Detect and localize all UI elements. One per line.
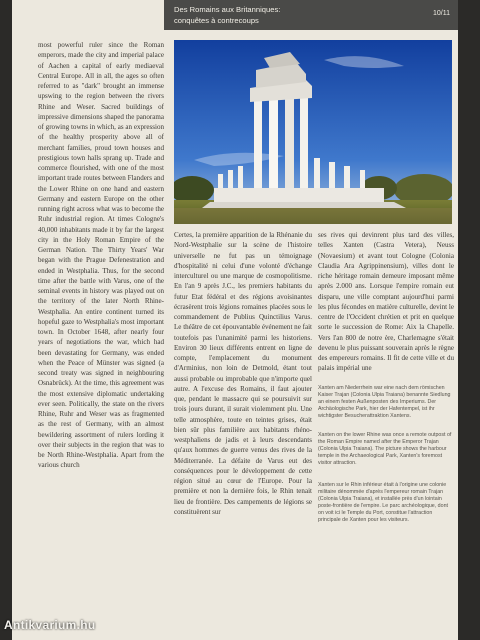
french-body-text-1: Certes, la première apparition de la Rhénanie du Nord-Westphalie sur la scène de l'histoire universelle ne fut pas un témoignage d'hospitalité ni celui d'une volonté d'échange interculturel ou une marque de cosmopolitisme. En l'an 9 après J.C., les premiers habitants du futur Etat fédéral et des régions avoisinantes écrasèrent trois légions romaines placées sous le commandement de Publius Quinctilius Varus. Le théâtre de cet épouvantable événement ne fait toutefois pas l'unanimité parmi les historiens. Environ 30 lieux différents entrent en ligne de compte, l'emplacement du monument d'Arminius, non loin de Detmold, étant tout aussi probable ou improbable que n'importe quel autre. A l'excuse des Romains, il faut ajouter que, pendant le massacre qui se poursuivit sur trois jours durant, il surait violemment plu. Une telle atmosphère, toute en teintes grises, était bien sûr plus familière aux habitants rhéno-westphaliens de jadis et à leurs descendants qu'aux hommes de guerre venus des rives de la Méditerranée. La défaite de Varus eut des conséquences pour le développement de cette région situé au cœur de l'Europe. Pour la première et non la dernière fois, le Rhin tenait lieu de frontière. Des campements de légions se constituèrent sur bbox=[174, 231, 312, 516]
caption-german-text: Xanten am Niederrhein war eine nach dem römischen Kaiser Trajan (Colonia Ulpia Traiana) benannte Siedlung an einem festen Außenposten des Imperiums. Der Archäologische Park, hier der Hafentempel, ist ihr wichtigster Besucherattraktion Xantens. bbox=[318, 385, 451, 420]
header-title-line1: Des Romains aux Britanniques: bbox=[174, 5, 281, 14]
english-text-column bbox=[38, 40, 164, 612]
page-header bbox=[164, 0, 458, 30]
english-body-text: most powerful ruler since the Roman emperors, made the city and imperial palace of Aachen a capital of early mediaeval Central Europe. All in all, the ages so often referred to as "dark" brought an immense upswing to the region between the rivers Rhine and Weser. Sacred buildings of impressive dimensions shaped the panorama of growing towns in which, as an expression of the healthy prosperity above all of merchant families, proud town houses and prestigious town halls sprang up. Trade and commerce flourished, with one of the most important trade routes between Flanders and the Lower Rhine on one hand and eastern Germany and eastern Europe on the other running right across what was to become the Ruhr industrial region. At times Cologne's 40,000 inhabitants made it by far the largest city in the Holy Roman Empire of the German Nation. The Thirty Years' War began with the Prague Defenestration and ended in Westphalia. Thus, for the second time after the battle with Varus, one of the seminal events in history was played out on the territory of the later North Rhine-Westphalia. An entire continent turned its hopeful gaze to Westphalia's most important town. In October 1648, after nearly four years of negotiations the war, which had been devastating for Germany, was ended when the Peace of Münster was signed (a second treaty was signed in neighbouring Osnabrück). At the time, this agreement was the most extensive diplomatic undertaking ever seen. Politically, the state on the rivers Rhine, Ruhr and Weser was as fragmented as the rest of Germany, with an almost bewildering assortment of rulers lording it over their subjects in the region that was to be North Rhine-Westphalia. Apart from the various church bbox=[38, 41, 164, 470]
book-page bbox=[12, 0, 458, 640]
french-text-column-1 bbox=[174, 230, 312, 628]
watermark: Antikvarium.hu bbox=[4, 618, 96, 632]
caption-german bbox=[318, 385, 454, 423]
french-text-column-2 bbox=[318, 230, 454, 380]
caption-english-text: Xanten on the lower Rhine was once a remote outpost of the Roman Empire named after the Emperor Trajan (Colonia Ulpia Traiana). The picture shows the harbour temple in the Archaeological Park, Xanten's foremost visitor attraction. bbox=[318, 432, 452, 467]
caption-french-text: Xanten sur le Rhin inférieur était à l'origine une colonie militaire dénommée d'après l'empereur romain Trajan (Colonia Ulpia Traiana), et installée près d'un lointain poste-frontière de l'empire. Le parc archéologique, dont on voit ici le Temple du Port, constitue l'attraction principale de Xanten pour les visiteurs. bbox=[318, 482, 448, 524]
header-title-line2: conquêtes à contrecoups bbox=[174, 16, 259, 25]
temple-photo bbox=[174, 40, 452, 224]
caption-english bbox=[318, 432, 454, 470]
french-body-text-2: ses rives qui devinrent plus tard des villes, telles Xanten (Castra Vetera), Neuss (Novaesium) et avant tout Cologne (Colonia Claudia Ara Agrippinensium), villes dont le riche héritage romain demeure imposant même après 2.000 ans. Lorsque l'empire romain eut disparu, une ville comptant aujourd'hui parmi les plus fécondes en matière culturelle, devint le centre de l'Occident chrétien et prit en quelque sorte le succession de Rome: Aix la Chapelle. Vers l'an 800 de notre ère, Charlemagne s'était devenu le plus puissant souverain après le règne des empereurs romains. Il fit de cette ville et du palais impérial une bbox=[318, 231, 454, 373]
page-number: 10/11 bbox=[433, 10, 450, 17]
caption-french bbox=[318, 482, 454, 528]
